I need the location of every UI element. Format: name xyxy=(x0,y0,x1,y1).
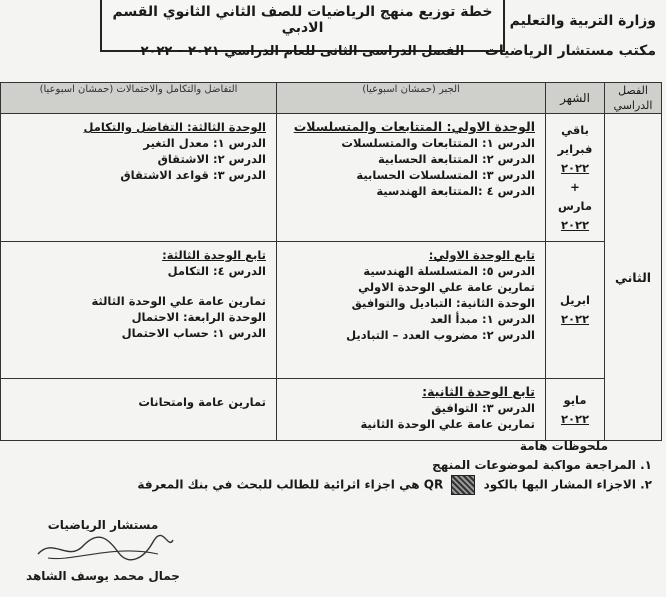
note-item xyxy=(137,475,652,495)
lesson-line: الدرس ١: حساب الاحتمال xyxy=(121,326,266,340)
notes-title: ملحوظات هامة xyxy=(519,439,608,453)
calculus-cell xyxy=(1,114,277,242)
qr-label: QR xyxy=(423,477,444,492)
unit-heading: تابع الوحدة الثالثة: xyxy=(162,248,266,262)
unit-heading: الوحدة الثالثة: التفاضل والتكامل xyxy=(83,120,266,134)
notes-section xyxy=(137,437,652,495)
lesson-line: الدرس ٣: التوافيق xyxy=(431,401,535,415)
month-line: ٢٠٢٢ xyxy=(560,411,590,426)
month-line: ٢٠٢٢ xyxy=(560,217,590,232)
lesson-line: الدرس ١: المتتابعات والمتسلسلات xyxy=(341,136,535,150)
table-header-row xyxy=(1,83,662,114)
lesson-line: الدرس ٢: المتتابعة الحسابية xyxy=(377,152,535,166)
plan-table xyxy=(0,82,662,441)
month-line: ابريل xyxy=(560,293,590,307)
algebra-cell xyxy=(277,379,546,441)
note-text: ٢. الاجزاء المشار اليها بالكود xyxy=(483,477,652,492)
month-line: مارس xyxy=(558,198,592,213)
unit-heading: تابع الوحدة الثانية: xyxy=(422,384,535,399)
lesson-line: الدرس ١: مبدأ العد xyxy=(430,312,535,326)
signature-block xyxy=(8,518,198,583)
month-line: فبراير xyxy=(557,141,593,156)
office-name: مكتب مستشار الرياضيات xyxy=(484,43,656,59)
calculus-cell xyxy=(1,379,277,441)
lesson-line: الدرس ٤: التكامل xyxy=(167,264,266,278)
calculus-cell xyxy=(1,242,277,379)
lesson-line: الدرس ٤ :المتتابعة الهندسية xyxy=(376,184,535,198)
signature-role: مستشار الرياضيات xyxy=(47,518,159,532)
lesson-line: الدرس ٥: المتسلسلة الهندسية xyxy=(363,264,535,278)
lesson-line: الدرس ٢: مضروب العدد – التباديل xyxy=(346,328,535,342)
month-line: + xyxy=(570,179,580,194)
unit-heading: تابع الوحدة الاولي: xyxy=(428,248,535,262)
lesson-line: الدرس ٣: قواعد الاشتقاق xyxy=(120,168,266,182)
algebra-cell xyxy=(277,242,546,379)
lesson-line: تمارين عامة وامتحانات xyxy=(138,395,266,409)
lesson-line: الدرس ١: معدل التغير xyxy=(143,136,266,150)
month-line: ٢٠٢٢ xyxy=(560,312,590,326)
ministry-header xyxy=(485,6,656,66)
algebra-cell xyxy=(277,114,546,242)
month-line: ٢٠٢٢ xyxy=(560,160,590,175)
header-algebra: الجبر (حمشان اسبوعيا) xyxy=(277,83,546,114)
note-item: ١. المراجعة مواكبة لموضوعات المنهج xyxy=(432,458,652,472)
lesson-line: الدرس ٢: الاشتقاق xyxy=(157,152,266,166)
handwritten-signature-icon xyxy=(28,532,178,566)
plan-title-box xyxy=(100,0,505,59)
ministry-name: وزارة التربية والتعليم xyxy=(509,13,656,29)
plan-subtitle: الفصل الدراسى الثانى للعام الدراسي ٢٠٢١ – ٢٠٢٢ xyxy=(140,44,465,59)
header-month: الشهر xyxy=(546,83,605,114)
lesson-line: تمارين عامة علي الوحدة الاولي xyxy=(358,280,535,294)
note-text: هي اجزاء اثرائية للطالب للبحث في بنك المعرفة xyxy=(137,477,420,492)
table-row xyxy=(1,242,662,379)
month-cell xyxy=(546,114,605,242)
signature-name: جمال محمد يوسف الشاهد xyxy=(26,569,180,583)
table-row xyxy=(1,379,662,441)
table-row xyxy=(1,114,662,242)
lesson-line: تمارين عامة علي الوحدة الثالثة xyxy=(91,294,266,308)
plan-title: خطة توزيع منهج الرياضيات للصف الثاني الثانوي القسم الادبي xyxy=(112,4,493,36)
header-semester: الفصل الدراسي xyxy=(605,83,662,114)
lesson-line: تمارين عامة علي الوحدة الثانية xyxy=(360,417,535,431)
semester-cell: الثاني xyxy=(605,114,662,441)
header-calculus: التفاضل والتكامل والاحتمالات (حمشان اسبوعيا) xyxy=(1,83,277,114)
unit-heading: الوحدة الاولي: المتتابعات والمتسلسلات xyxy=(293,119,535,134)
month-line: باقي xyxy=(561,122,589,137)
month-cell xyxy=(546,242,605,379)
month-line: مايو xyxy=(563,392,587,407)
qr-code-icon xyxy=(451,475,475,495)
month-cell xyxy=(546,379,605,441)
lesson-line: الدرس ٣: المتسلسلات الحسابية xyxy=(356,168,535,182)
unit-heading: الوحدة الثانية: التباديل والتوافيق xyxy=(351,296,535,310)
unit-heading: الوحدة الرابعة: الاحتمال xyxy=(131,310,266,324)
